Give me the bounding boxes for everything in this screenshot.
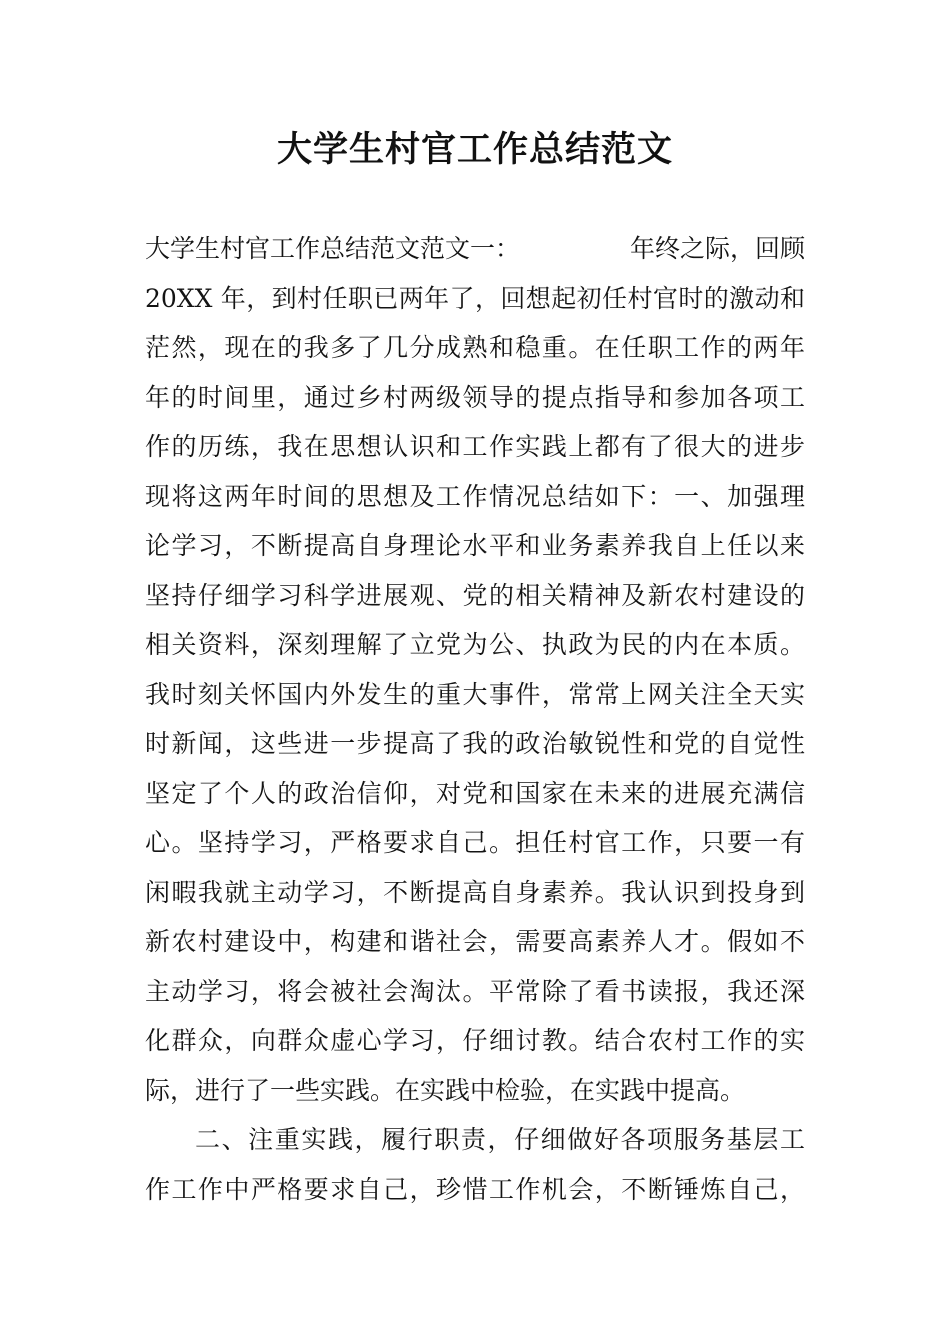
paragraph-line: 现将这两年时间的思想及工作情况总结如下：一、加强理 xyxy=(145,481,805,511)
document-body xyxy=(145,224,805,1214)
paragraph-line: 相关资料，深刻理解了立党为公、执政为民的内在本质。 xyxy=(145,630,805,659)
paragraph-line: 时新闻，这些进一步提高了我的政治敏锐性和党的自觉性 xyxy=(145,729,805,758)
paragraph-line: 年的时间里，通过乡村两级领导的提点指导和参加各项工 xyxy=(145,382,805,412)
paragraph-line: 我时刻关怀国内外发生的重大事件，常常上网关注全天实 xyxy=(145,679,805,709)
paragraph-text: 年终之际，回顾 xyxy=(629,234,805,263)
paragraph-line: 作工作中严格要求自己，珍惜工作机会，不断锤炼自己， xyxy=(145,1174,805,1204)
paragraph-line: 心。坚持学习，严格要求自己。担任村官工作，只要一有 xyxy=(145,828,805,857)
paragraph-heading: 大学生村官工作总结范文范文一： xyxy=(145,234,521,263)
document-title: 大学生村官工作总结范文 xyxy=(276,130,673,170)
paragraph-line: 新农村建设中，构建和谐社会，需要高素养人才。假如不 xyxy=(145,927,805,956)
paragraph-line: 20XX 年，到村任职已两年了，回想起初任村官时的激动和 xyxy=(145,283,805,313)
paragraph-line: 化群众，向群众虚心学习，仔细讨教。结合农村工作的实 xyxy=(145,1026,805,1055)
paragraph-line: 主动学习，将会被社会淘汰。平常除了看书读报，我还深 xyxy=(145,976,805,1006)
paragraph-line: 坚持仔细学习科学进展观、党的相关精神及新农村建设的 xyxy=(145,580,805,610)
paragraph-line: 闲暇我就主动学习，不断提高自身素养。我认识到投身到 xyxy=(145,877,805,907)
paragraph-line: 作的历练，我在思想认识和工作实践上都有了很大的进步 xyxy=(145,432,805,461)
paragraph-line: 坚定了个人的政治信仰，对党和国家在未来的进展充满信 xyxy=(145,778,805,808)
paragraph-line xyxy=(145,224,805,274)
paragraph-line: 论学习，不断提高自身理论水平和业务素养我自上任以来 xyxy=(145,531,805,560)
paragraph-line: 茫然，现在的我多了几分成熟和稳重。在任职工作的两年 xyxy=(145,333,805,362)
paragraph-line: 际，进行了一些实践。在实践中检验，在实践中提高。 xyxy=(145,1075,746,1105)
paragraph-line: 二、注重实践，履行职责，仔细做好各项服务基层工 xyxy=(195,1125,805,1154)
